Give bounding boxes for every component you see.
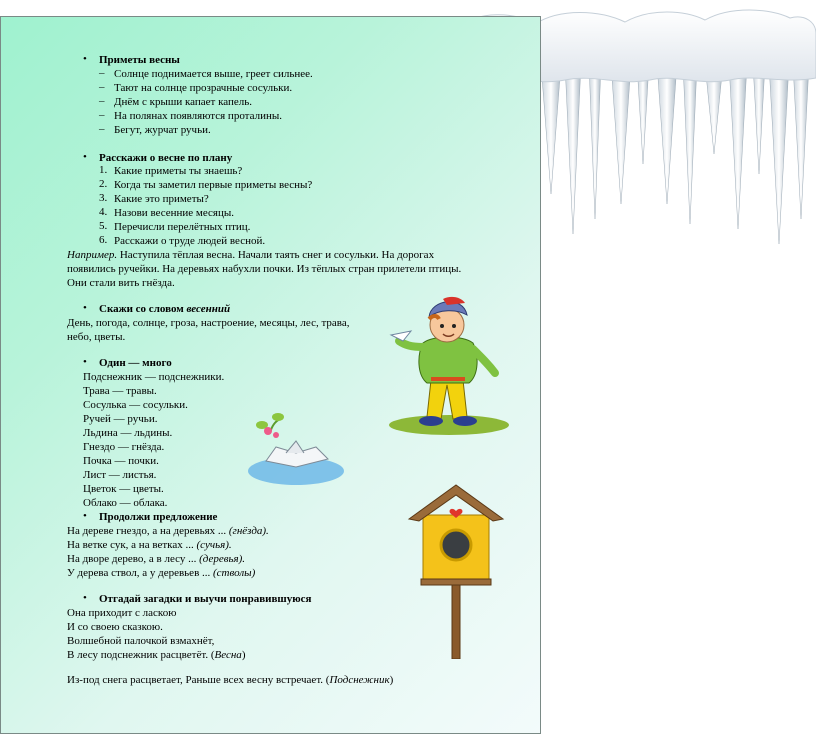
text-line: День, погода, солнце, гроза, настроение, месяцы, лес, трава,: [67, 317, 350, 329]
riddle-line: [67, 673, 393, 687]
example-line: Они стали вить гнёзда.: [67, 277, 175, 289]
section-title-plain: Скажи со словом: [99, 303, 187, 315]
bullet: •: [83, 510, 87, 522]
example-label: Например.: [67, 249, 118, 261]
sentence-text: На ветке сук, а на ветках ...: [67, 539, 197, 551]
list-number: 1.: [99, 164, 108, 176]
riddle-close: ): [389, 674, 394, 686]
riddle-line: [67, 648, 245, 662]
bullet: •: [83, 356, 87, 368]
list-number: 4.: [99, 206, 108, 218]
sentence-text: На дворе дерево, а в лесу ...: [67, 553, 200, 565]
list-item: Расскажи о труде людей весной.: [114, 235, 266, 247]
dash: –: [99, 123, 105, 135]
list-item: Когда ты заметил первые приметы весны?: [114, 179, 313, 191]
riddle-line: И со своею сказкою.: [67, 621, 163, 633]
example-line: [67, 248, 434, 262]
sentence-line: [67, 524, 269, 538]
list-item: Бегут, журчат ручьи.: [114, 124, 211, 136]
sentence-line: [67, 566, 255, 580]
birdhouse-illustration: [407, 483, 507, 659]
section-title-say-with-word: [99, 302, 230, 316]
list-item: Солнце поднимается выше, греет сильнее.: [114, 68, 313, 80]
sentence-text: На дереве гнездо, а на деревьях ...: [67, 525, 229, 537]
example-line: появились ручейки. На деревьях набухли почки. Из тёплых стран прилетели птицы.: [67, 263, 462, 275]
section-title-signs-of-spring: Приметы весны: [99, 54, 180, 66]
riddle-close: ): [241, 649, 246, 661]
sentence-line: [67, 552, 245, 566]
bullet: •: [83, 592, 87, 604]
list-item: Назови весенние месяцы.: [114, 207, 235, 219]
list-number: 3.: [99, 192, 108, 204]
word-pair: Трава — травы.: [83, 385, 157, 397]
dash: –: [99, 67, 105, 79]
dash: –: [99, 95, 105, 107]
sentence-answer: (стволы): [213, 567, 256, 579]
list-item: Днём с крыши капает капель.: [114, 96, 253, 108]
word-pair: Сосулька — сосульки.: [83, 399, 188, 411]
riddle-line: Волшебной палочкой взмахнёт,: [67, 635, 215, 647]
list-item: Тают на солнце прозрачные сосульки.: [114, 82, 293, 94]
riddle-text: Из-под снега расцветает, Раньше всех весну встречает. (: [67, 674, 330, 686]
sentence-answer: (гнёзда).: [228, 525, 269, 537]
list-item: На полянах появляются проталины.: [114, 110, 282, 122]
list-number: 2.: [99, 178, 108, 190]
paper-boat-illustration: [246, 413, 346, 493]
sentence-answer: (сучья).: [196, 539, 232, 551]
riddle-answer: Весна: [214, 649, 242, 661]
word-pair: Лист — листья.: [83, 469, 157, 481]
word-pair: Гнездо — гнёзда.: [83, 441, 165, 453]
word-pair: Подснежник — подснежники.: [83, 371, 225, 383]
worksheet-page: [0, 16, 541, 734]
word-pair: Ручей — ручьи.: [83, 413, 158, 425]
section-title-continue-sentence: Продолжи предложение: [99, 511, 218, 523]
riddle-answer: Подснежник: [329, 674, 390, 686]
list-item: Перечисли перелётных птиц.: [114, 221, 251, 233]
list-item: Какие это приметы?: [114, 193, 209, 205]
word-pair: Почка — почки.: [83, 455, 159, 467]
section-title-tell-about-spring: Расскажи о весне по плану: [99, 152, 233, 164]
list-item: Какие приметы ты знаешь?: [114, 165, 243, 177]
list-number: 5.: [99, 220, 108, 232]
word-pair: Облако — облака.: [83, 497, 168, 509]
word-pair: Цветок — цветы.: [83, 483, 164, 495]
text-line: небо, цветы.: [67, 331, 126, 343]
dash: –: [99, 81, 105, 93]
bullet: •: [83, 53, 87, 65]
list-number: 6.: [99, 234, 108, 246]
example-text: Наступила тёплая весна. Начали таять снег и сосульки. На дорогах: [117, 249, 435, 261]
dash: –: [99, 109, 105, 121]
section-title-one-many: Один — много: [99, 357, 172, 369]
word-pair: Льдина — льдины.: [83, 427, 173, 439]
section-title-italic: весенний: [186, 303, 231, 315]
sentence-answer: (деревья).: [199, 553, 246, 565]
riddle-text: В лесу подснежник расцветёт. (: [67, 649, 215, 661]
section-title-riddles: Отгадай загадки и выучи понравившуюся: [99, 593, 312, 605]
boy-illustration: [387, 285, 511, 437]
riddle-line: Она приходит с ласкою: [67, 607, 177, 619]
sentence-text: У дерева ствол, а у деревьев ...: [67, 567, 214, 579]
sentence-line: [67, 538, 232, 552]
bullet: •: [83, 302, 87, 314]
bullet: •: [83, 151, 87, 163]
